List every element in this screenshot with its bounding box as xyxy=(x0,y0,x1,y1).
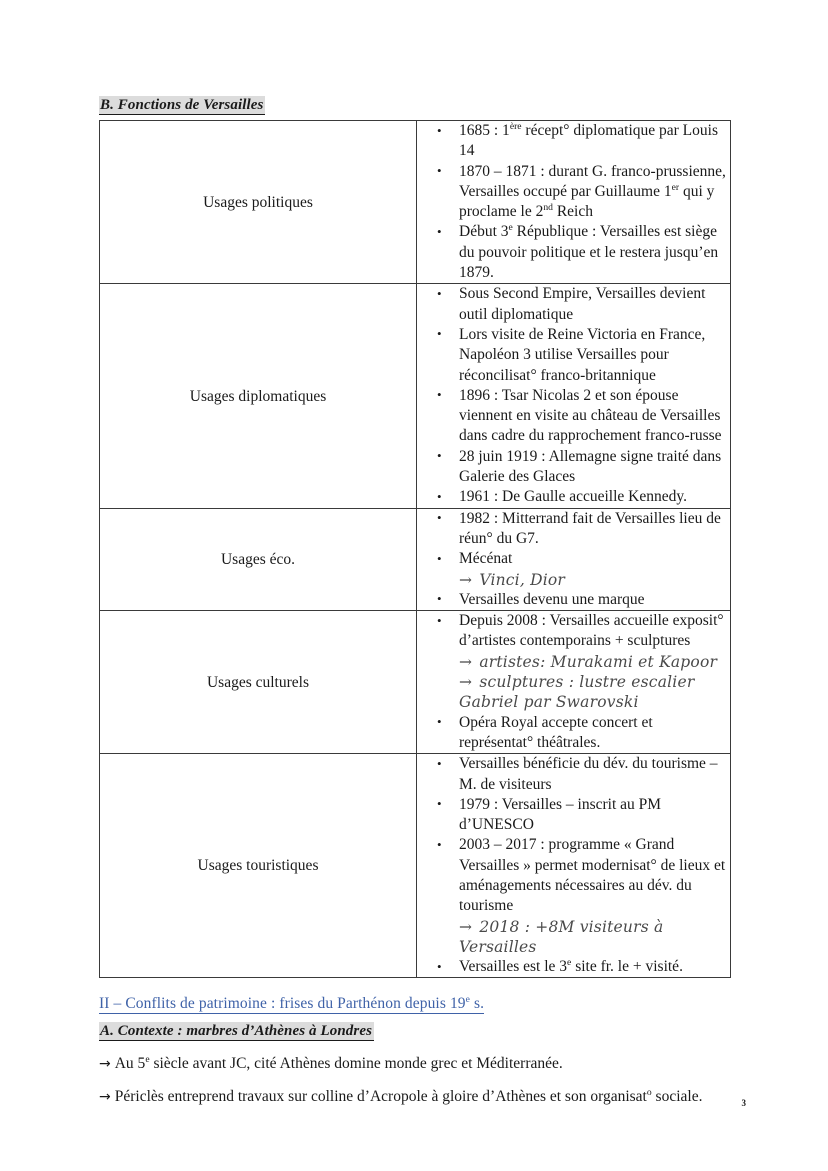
arrow-icon: → xyxy=(99,1056,111,1073)
page-content xyxy=(99,96,729,1107)
usage-label-cell: Usages touristiques xyxy=(100,754,417,978)
arrow-icon: → xyxy=(459,652,478,671)
arrow-paragraph: → Au 5e siècle avant JC, cité Athènes domine monde grec et Méditerranée. xyxy=(99,1054,563,1073)
section-ii-heading: II – Conflits de patrimoine : frises du Parthénon depuis 19e s. xyxy=(99,994,485,1013)
bullet-list xyxy=(417,121,730,283)
superscript: ère xyxy=(509,120,522,132)
bullet-item: • Versailles est le 3e site fr. le + visité. xyxy=(459,957,726,977)
bullet-item: • Début 3e République : Versailles est siège du pouvoir politique et le restera jusqu’en 1879. xyxy=(459,222,726,283)
bullet-item: • Lors visite de Reine Victoria en France, Napoléon 3 utilise Versailles pour réconcilisat° franco-britannique xyxy=(459,325,726,386)
usage-content-cell xyxy=(417,754,731,978)
handwritten-note: → sculptures : lustre escalier Gabriel par Swarovski xyxy=(459,673,695,712)
superscript: e xyxy=(508,222,513,234)
bullet-item: • Mécénat xyxy=(459,549,726,569)
section-b-heading-wrap xyxy=(99,96,729,120)
handwritten-note: → artistes: Murakami et Kapoor xyxy=(459,652,718,671)
fonctions-de-versailles-table xyxy=(99,120,731,978)
usage-content-cell xyxy=(417,508,731,610)
bullet-item: • 28 juin 1919 : Allemagne signe traité dans Galerie des Glaces xyxy=(459,447,726,488)
superscript: e xyxy=(567,957,572,969)
bullet-item: • 1896 : Tsar Nicolas 2 et son épouse viennent en visite au château de Versailles dans cadre du rapprochement franco-russe xyxy=(459,386,726,447)
section-a-subheading: A. Contexte : marbres d’Athènes à Londres xyxy=(100,1023,373,1040)
bullet-item: • Versailles devenu une marque xyxy=(459,590,726,610)
table-row xyxy=(100,611,731,754)
table-body xyxy=(100,121,731,978)
usage-content-cell xyxy=(417,284,731,508)
bullet-item: • Sous Second Empire, Versailles devient outil diplomatique xyxy=(459,284,726,325)
usage-label-cell: Usages diplomatiques xyxy=(100,284,417,508)
bullet-list xyxy=(417,284,730,507)
bullet-item: • Versailles bénéficie du dév. du tourisme – M. de visiteurs xyxy=(459,754,726,795)
table-row xyxy=(100,508,731,610)
superscript: er xyxy=(671,181,680,193)
bullet-item: • 2003 – 2017 : programme « Grand Versailles » permet modernisat° de lieux et aménagements nécessaires au dév. du tourisme xyxy=(459,835,726,916)
superscript: e xyxy=(145,1054,150,1066)
arrow-icon: → xyxy=(459,570,478,589)
usage-label-cell: Usages politiques xyxy=(100,121,417,284)
bullet-list xyxy=(417,611,730,753)
arrow-icon: → xyxy=(99,1089,111,1106)
bullet-item: • 1685 : 1ère récept° diplomatique par Louis 14 xyxy=(459,121,726,162)
superscript: e xyxy=(465,994,471,1006)
bullet-item: • 1982 : Mitterrand fait de Versailles lieu de réun° du G7. xyxy=(459,509,726,550)
section-a-heading-wrap xyxy=(99,1022,729,1041)
usage-content-cell xyxy=(417,611,731,754)
section-ii-paragraphs xyxy=(99,1054,729,1107)
superscript: o xyxy=(646,1087,652,1099)
bullet-item: • 1870 – 1871 : durant G. franco-prussienne, Versailles occupé par Guillaume 1er qui y proclame le 2nd Reich xyxy=(459,162,726,223)
handwritten-note: → 2018 : +8M visiteurs à Versailles xyxy=(459,917,664,956)
table-row xyxy=(100,284,731,508)
bullet-item: • Depuis 2008 : Versailles accueille exposit° d’artistes contemporains + sculptures xyxy=(459,611,726,652)
section-b-heading: B. Fonctions de Versailles xyxy=(100,97,264,113)
arrow-icon: → xyxy=(459,673,478,692)
usage-content-cell xyxy=(417,121,731,284)
bullet-list xyxy=(417,754,730,977)
table-row xyxy=(100,121,731,284)
handwritten-note: → Vinci, Dior xyxy=(459,570,566,589)
section-ii-heading-wrap xyxy=(99,995,729,1014)
table-row xyxy=(100,754,731,978)
arrow-paragraph: → Périclès entreprend travaux sur colline d’Acropole à gloire d’Athènes et son organisat$^o$ sociale. xyxy=(99,1087,703,1106)
bullet-item: • Opéra Royal accepte concert et représentat° théâtrales. xyxy=(459,713,726,754)
bullet-list xyxy=(417,509,730,610)
bullet-item: • 1961 : De Gaulle accueille Kennedy. xyxy=(459,487,726,507)
bullet-item: • 1979 : Versailles – inscrit au PM d’UNESCO xyxy=(459,795,726,836)
superscript: nd xyxy=(543,202,553,214)
usage-label-cell: Usages culturels xyxy=(100,611,417,754)
usage-label-cell: Usages éco. xyxy=(100,508,417,610)
page-number: 3 xyxy=(741,1098,746,1108)
arrow-icon: → xyxy=(459,917,478,936)
